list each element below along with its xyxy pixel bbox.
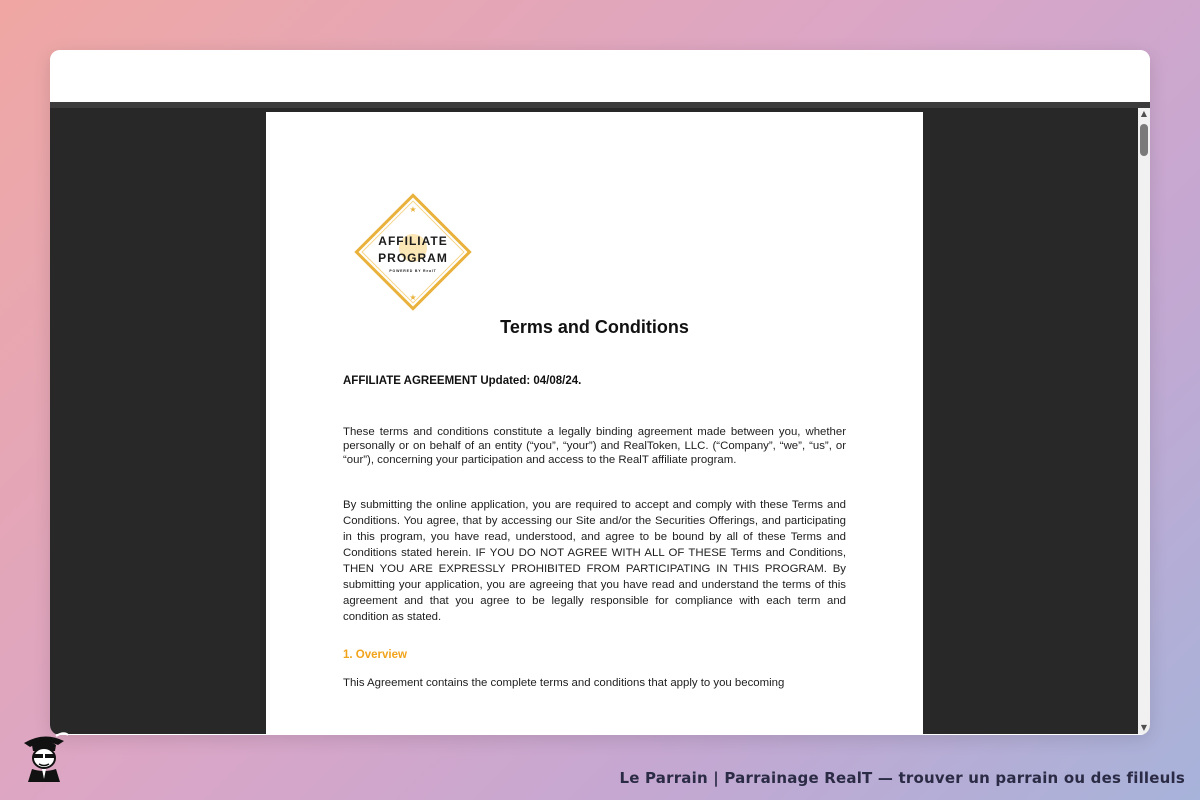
svg-text:★: ★ [409, 293, 417, 302]
footer-caption: Le Parrain | Parrainage RealT — trouver un parrain ou des filleuls [619, 769, 1185, 787]
logo-line2: PROGRAM [378, 251, 448, 265]
paragraph-intro: These terms and conditions constitute a legally binding agreement made between you, whether personally or on behalf of an entity (“you”, “your”) and RealToken, LLC. (“Company”, “we”, “us”, or “our”), concerning your participation and access to the RealT affiliate program. [343, 426, 846, 466]
section-overview-text: This Agreement contains the complete terms and conditions that apply to you becoming [343, 677, 785, 689]
scroll-thumb[interactable] [1140, 124, 1148, 156]
pdf-page [266, 112, 923, 734]
svg-text:★: ★ [409, 205, 417, 214]
pdf-viewer[interactable] [50, 108, 1150, 734]
scroll-down-arrow-icon[interactable]: ▼ [1140, 723, 1148, 732]
affiliate-program-logo [351, 190, 475, 314]
paragraph-application: By submitting the online application, you are required to accept and comply with these Terms and Conditions. You agree, that by accessing our Site and/or the Securities Offerings, and participating in this program, you have read, understood, and agree to be bound by all of these Terms and Conditions stated herein. IF YOU DO NOT AGREE WITH ALL OF THESE Terms and Conditions, THEN YOU ARE EXPRESSLY PROHIBITED FROM PARTICIPATING IN THIS PROGRAM. By submitting your application, you are agreeing that you have read and understand the terms of this agreement and that you agree to be legally responsible for compliance with each term and condition as stated. [343, 499, 846, 623]
section-overview-heading: 1. Overview [343, 649, 407, 661]
agreement-heading: AFFILIATE AGREEMENT Updated: 04/08/24. [343, 375, 582, 387]
window-topbar [50, 50, 1150, 102]
document-title: Terms and Conditions [500, 317, 689, 337]
vertical-scrollbar[interactable] [1138, 108, 1150, 734]
logo-line1: AFFILIATE [378, 234, 448, 248]
mafia-man-icon [18, 727, 70, 783]
logo-tagline: POWERED BY RealT [389, 269, 437, 273]
scroll-up-arrow-icon[interactable]: ▲ [1140, 109, 1148, 118]
browser-window [50, 50, 1150, 735]
